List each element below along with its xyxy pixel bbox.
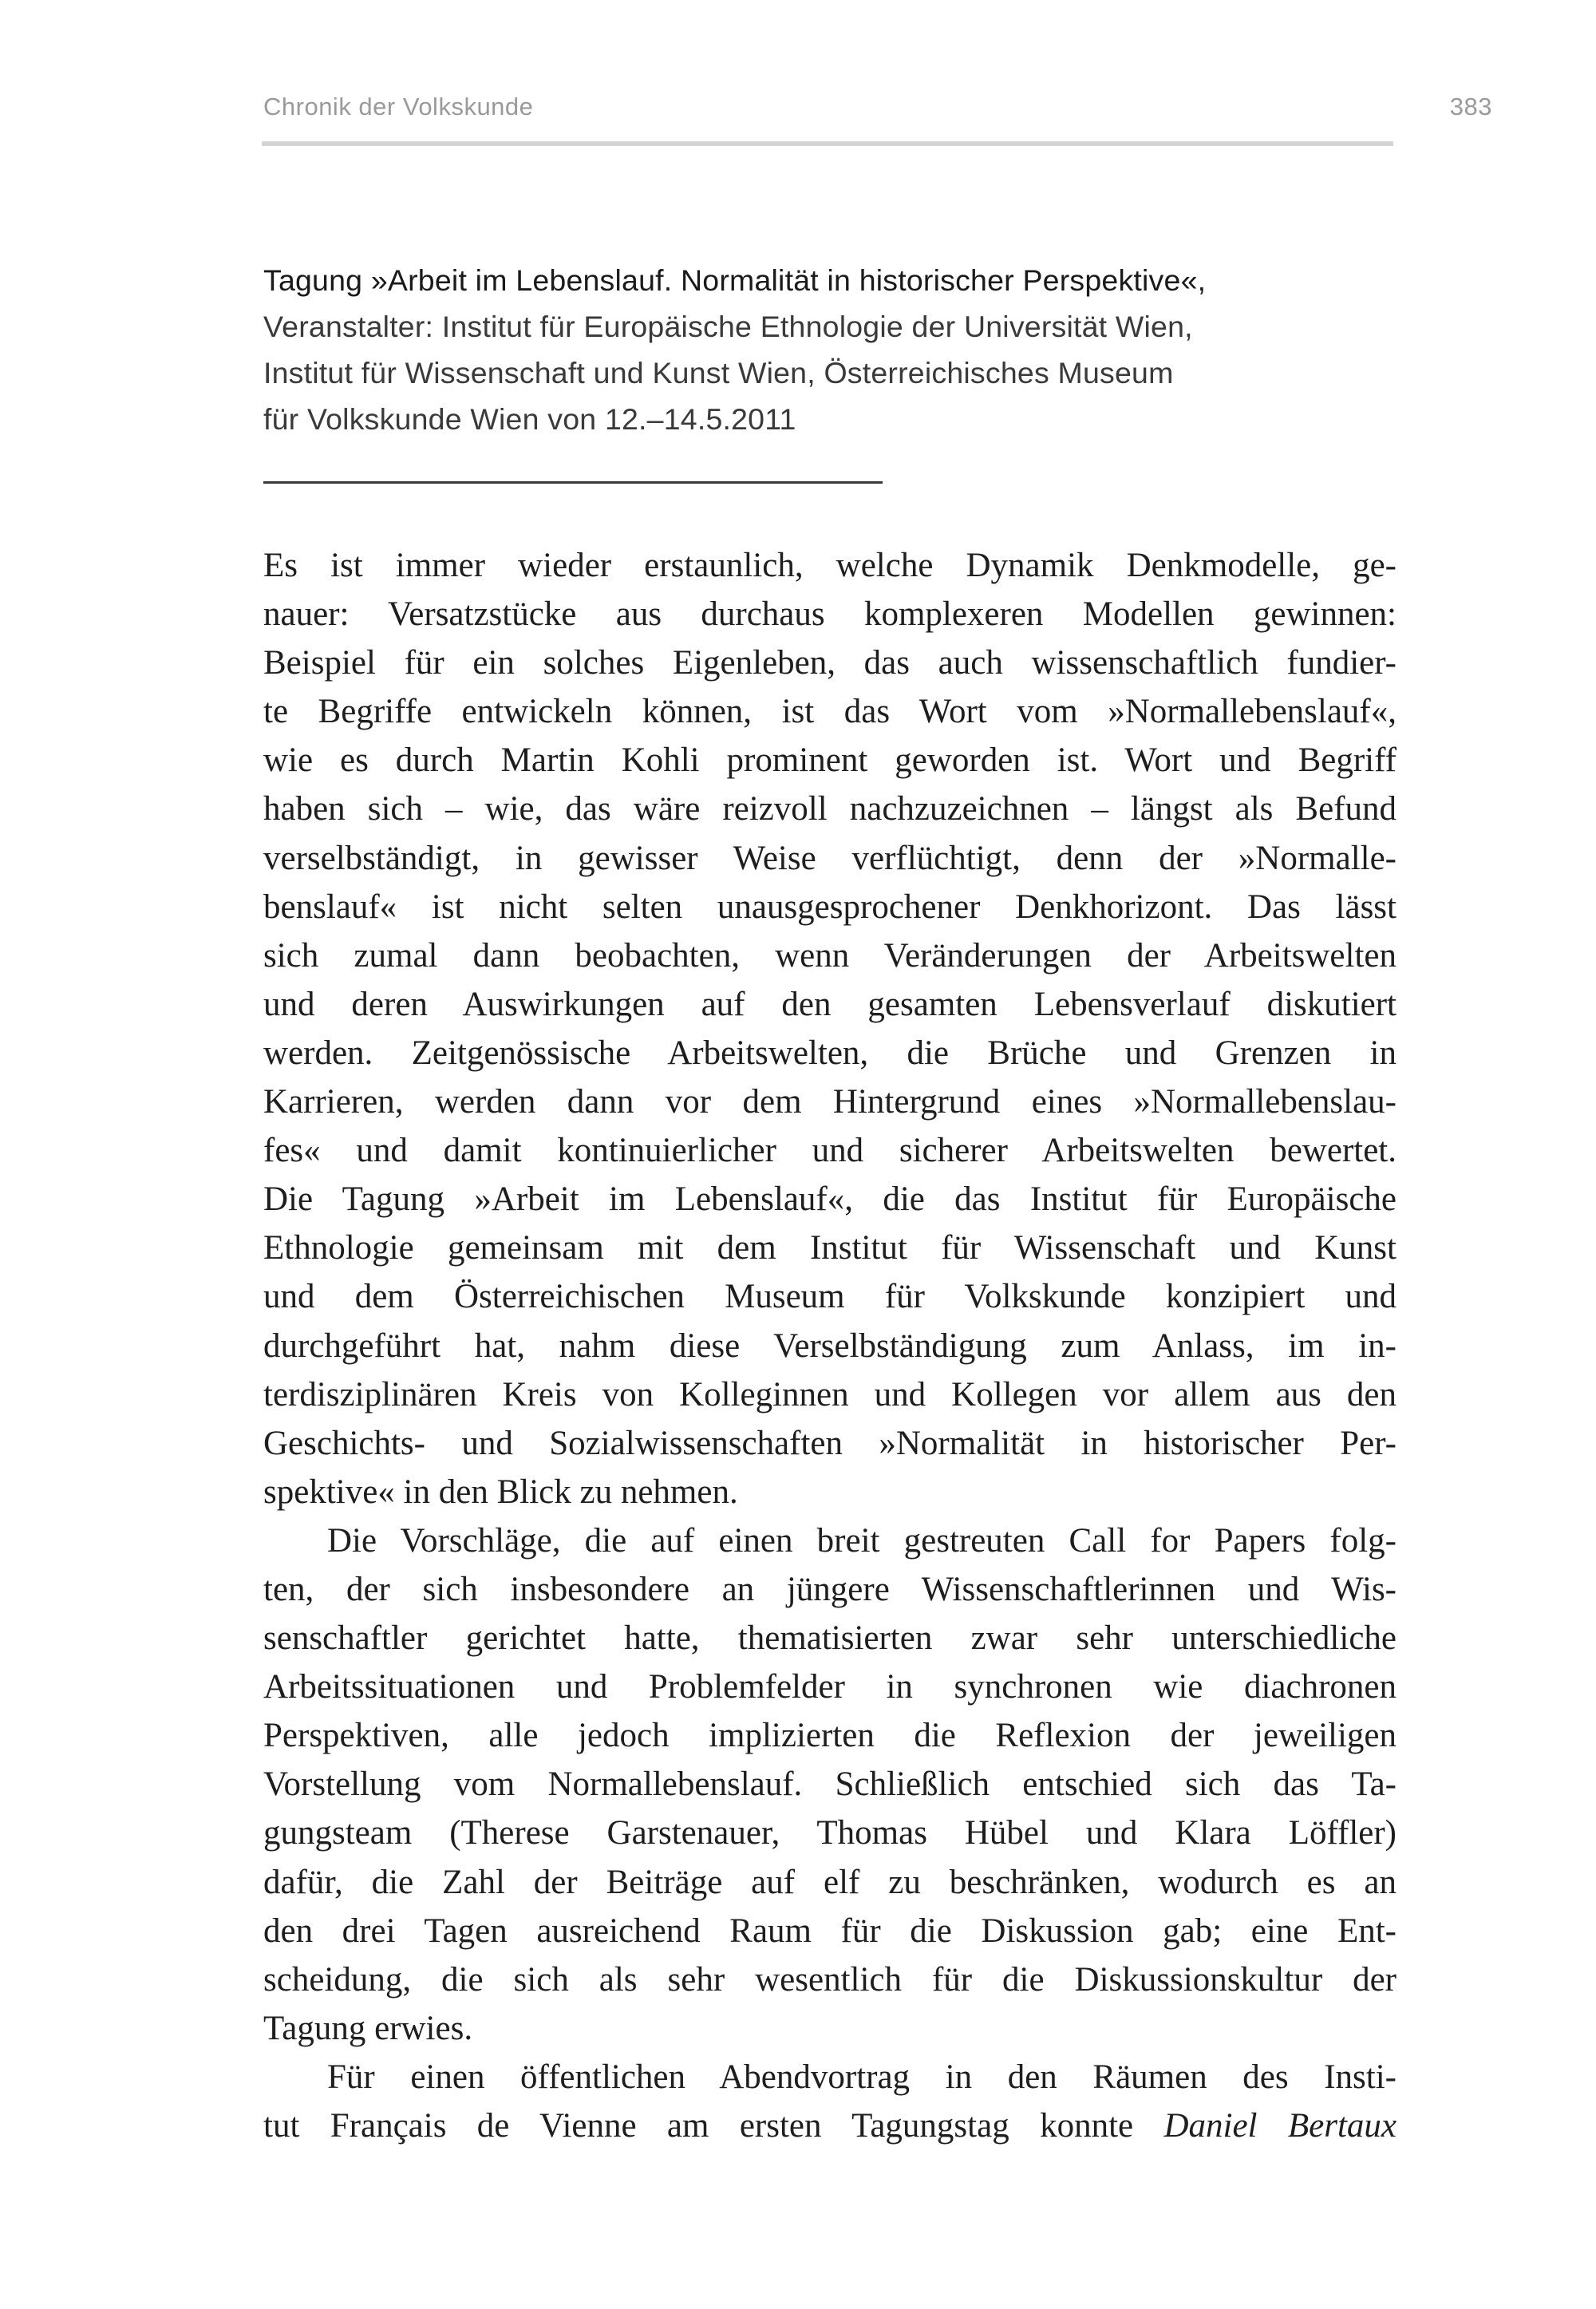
organizer-line: für Volkskunde Wien von 12.–14.5.2011 xyxy=(263,402,796,436)
author-name-italic: Daniel Bertaux xyxy=(1163,2107,1396,2145)
body-text xyxy=(263,541,1396,2150)
text-line: den drei Tagen ausreichend Raum für die Diskussion gab; eine Ent- xyxy=(263,1912,1396,1950)
text-segment: tut Français de Vienne am ersten Tagungstag konnte xyxy=(263,2107,1164,2145)
header-rule xyxy=(262,141,1393,146)
text-line: Die Tagung »Arbeit im Lebenslauf«, die das Institut für Europäische xyxy=(263,1180,1396,1219)
text-line: Beispiel für ein solches Eigenleben, das auch wissenschaftlich fundier- xyxy=(263,644,1396,682)
text-line: Geschichts- und Sozialwissenschaften »Normalität in historischer Per- xyxy=(263,1424,1396,1462)
text-line: und deren Auswirkungen auf den gesamten Lebensverlauf diskutiert xyxy=(263,985,1396,1023)
heading-divider xyxy=(263,481,883,484)
running-head-title: Chronik der Volkskunde xyxy=(263,93,534,121)
organizer-line: Veranstalter: Institut für Europäische Ethnologie der Universität Wien, xyxy=(263,310,1193,343)
text-line: Ethnologie gemeinsam mit dem Institut für Wissenschaft und Kunst xyxy=(263,1229,1396,1267)
text-line: senschaftler gerichtet hatte, thematisierten zwar sehr unterschiedliche xyxy=(263,1619,1396,1658)
text-line: sich zumal dann beobachten, wenn Veränderungen der Arbeitswelten xyxy=(263,936,1396,975)
text-line: Tagung erwies. xyxy=(263,2009,473,2047)
text-line: wie es durch Martin Kohli prominent geworden ist. Wort und Begriff xyxy=(263,741,1396,780)
text-line: und dem Österreichischen Museum für Volkskunde konzipiert und xyxy=(263,1278,1396,1316)
text-line: nauer: Versatzstücke aus durchaus komplexeren Modellen gewinnen: xyxy=(263,595,1396,634)
text-line: Arbeitssituationen und Problemfelder in synchronen wie diachronen xyxy=(263,1668,1396,1706)
text-line: Für einen öffentlichen Abendvortrag in den Räumen des Insti- xyxy=(327,2058,1396,2096)
page-number: 383 xyxy=(1449,93,1492,121)
text-line: terdisziplinären Kreis von Kolleginnen und Kollegen vor allem aus den xyxy=(263,1375,1396,1413)
text-line: dafür, die Zahl der Beiträge auf elf zu beschränken, wodurch es an xyxy=(263,1863,1396,1901)
text-line: gungsteam (Therese Garstenauer, Thomas Hübel und Klara Löffler) xyxy=(263,1814,1396,1852)
text-line: Karrieren, werden dann vor dem Hintergrund eines »Normallebenslau- xyxy=(263,1083,1396,1121)
article-heading xyxy=(263,257,1460,442)
text-line: Es ist immer wieder erstaunlich, welche Dynamik Denkmodelle, ge- xyxy=(263,547,1396,584)
text-line: Die Vorschläge, die auf einen breit gestreuten Call for Papers folg- xyxy=(327,1521,1396,1560)
text-line: durchgeführt hat, nahm diese Verselbständigung zum Anlass, im in- xyxy=(263,1326,1396,1365)
text-line: verselbständigt, in gewisser Weise verflüchtigt, denn der »Normalle- xyxy=(263,839,1396,877)
text-line: ten, der sich insbesondere an jüngere Wissenschaftlerinnen und Wis- xyxy=(263,1570,1396,1608)
text-line: te Begriffe entwickeln können, ist das Wort vom »Normallebenslauf«, xyxy=(263,693,1396,731)
conference-title: Tagung »Arbeit im Lebenslauf. Normalität in historischer Perspektive«, xyxy=(263,263,1207,297)
text-line: werden. Zeitgenössische Arbeitswelten, die Brüche und Grenzen in xyxy=(263,1034,1396,1072)
text-line: benslauf« ist nicht selten unausgesprochener Denkhorizont. Das lässt xyxy=(263,888,1396,926)
organizer-line: Institut für Wissenschaft und Kunst Wien, Österreichisches Museum xyxy=(263,356,1174,389)
text-line: spektive« in den Blick zu nehmen. xyxy=(263,1473,738,1511)
text-line: fes« und damit kontinuierlicher und sicherer Arbeitswelten bewertet. xyxy=(263,1132,1396,1170)
text-line-final xyxy=(263,2101,1396,2150)
text-line: Perspektiven, alle jedoch implizierten die Reflexion der jeweiligen xyxy=(263,1717,1396,1755)
text-line: haben sich – wie, das wäre reizvoll nachzuzeichnen – längst als Befund xyxy=(263,790,1396,828)
text-line: scheidung, die sich als sehr wesentlich für die Diskussionskultur der xyxy=(263,1960,1396,1999)
text-line: Vorstellung vom Normallebenslauf. Schließlich entschied sich das Ta- xyxy=(263,1765,1396,1804)
